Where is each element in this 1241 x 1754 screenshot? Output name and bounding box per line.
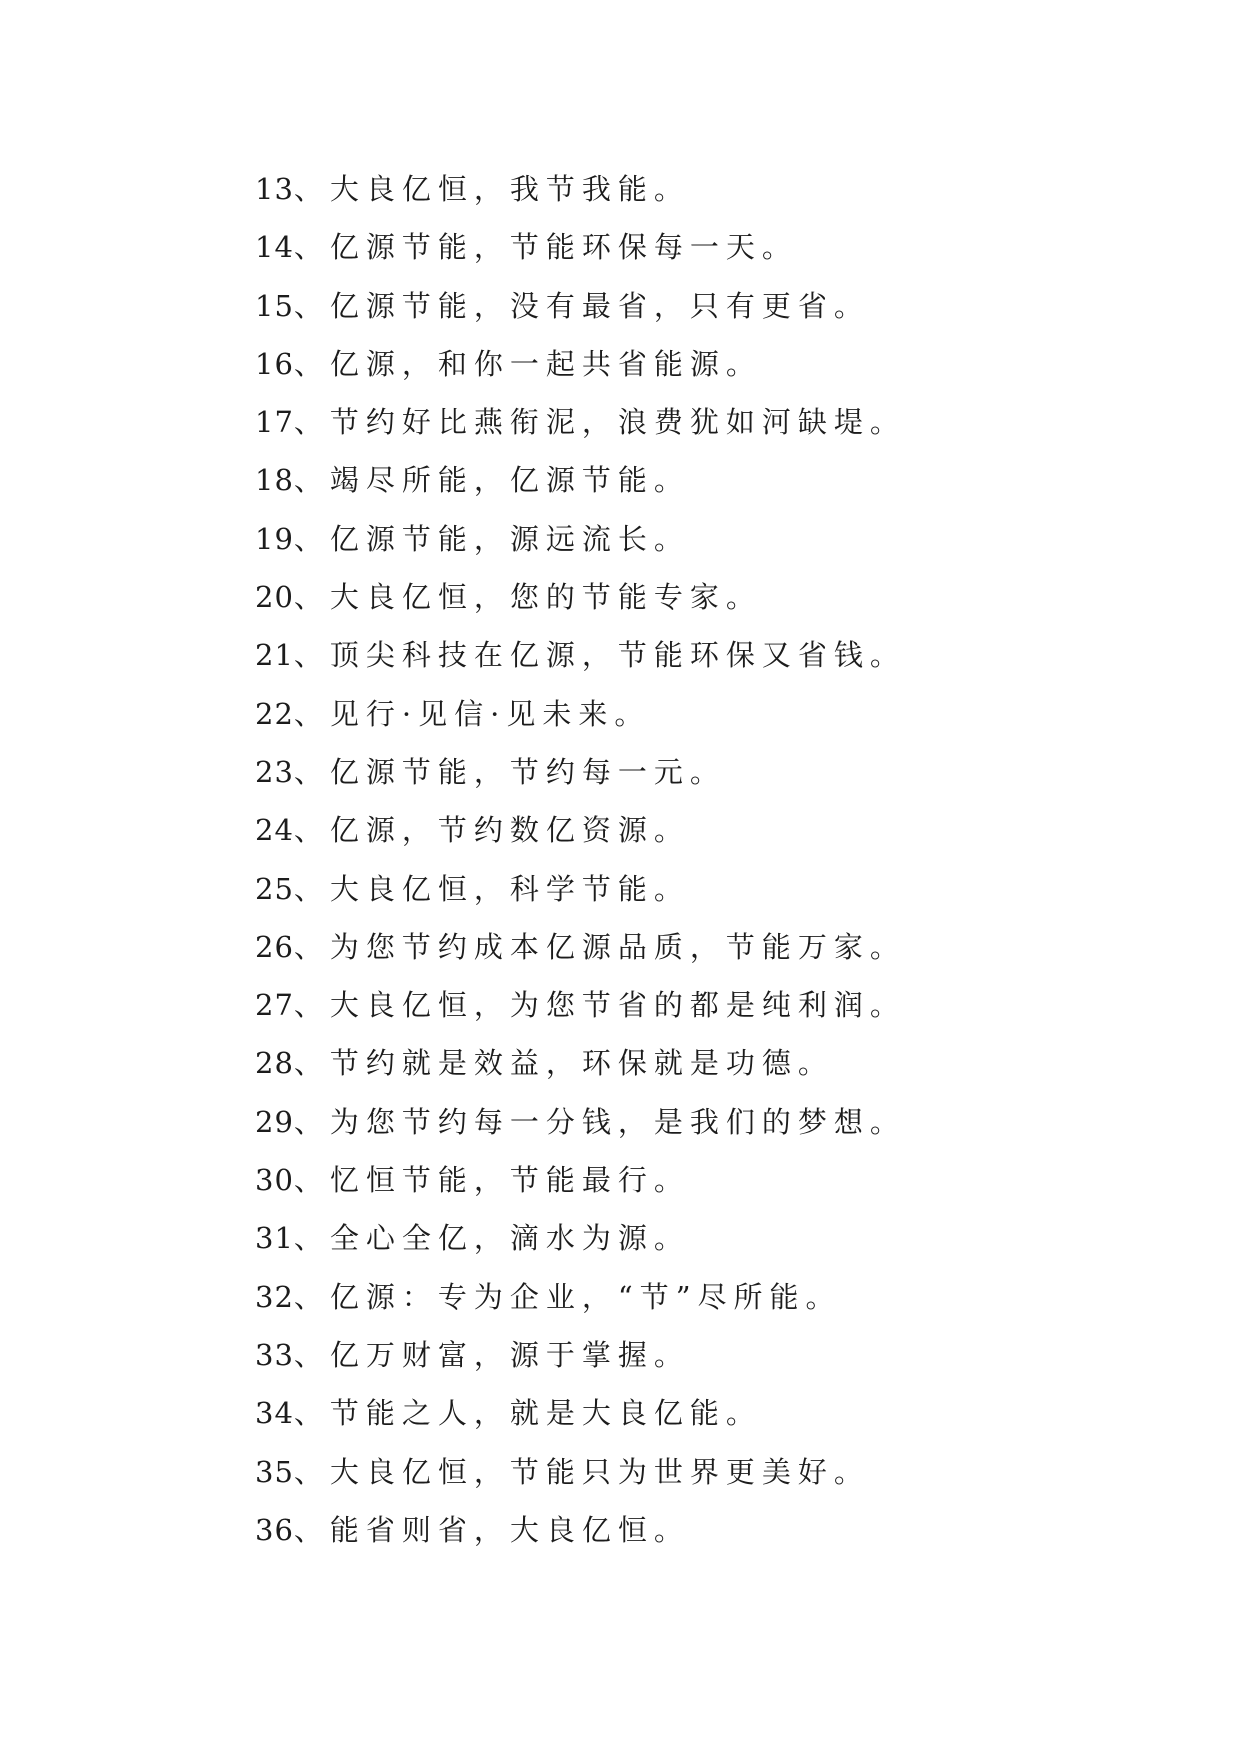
item-text: 、全心全亿，滴水为源。 (293, 1221, 690, 1256)
list-item (255, 277, 906, 335)
item-text: 、亿源节能，节约每一元。 (293, 754, 726, 789)
list-item (255, 451, 906, 509)
item-text: 、能省则省，大良亿恒。 (293, 1512, 690, 1547)
list-item (255, 626, 906, 684)
item-text: 、亿源节能，源远流长。 (293, 521, 690, 556)
list-item (255, 393, 906, 451)
item-number: 35 (255, 1454, 294, 1489)
item-number: 23 (255, 754, 294, 789)
item-text: 、大良亿恒，我节我能。 (293, 172, 690, 206)
list-item (255, 860, 906, 918)
list-item (255, 1443, 906, 1501)
list-item (255, 1093, 906, 1151)
item-number: 18 (255, 463, 294, 498)
item-number: 17 (255, 405, 294, 440)
list-item (255, 335, 906, 393)
list-item (255, 1209, 906, 1267)
item-number: 28 (255, 1046, 294, 1081)
slogan-list (255, 160, 906, 1559)
item-text: 、为您节约每一分钱，是我们的梦想。 (293, 1104, 906, 1139)
item-number: 24 (255, 813, 294, 848)
item-text: 、为您节约成本亿源品质，节能万家。 (293, 929, 906, 964)
list-item (255, 976, 906, 1034)
item-number: 22 (255, 696, 294, 731)
item-text: 、亿源节能，没有最省，只有更省。 (293, 288, 870, 323)
list-item (255, 1326, 906, 1384)
list-item (255, 1268, 906, 1326)
item-text: 、大良亿恒，节能只为世界更美好。 (293, 1454, 870, 1489)
list-item (255, 1501, 906, 1559)
item-number: 29 (255, 1104, 294, 1139)
item-text: 、大良亿恒，您的节能专家。 (293, 580, 762, 615)
item-number: 14 (255, 230, 294, 265)
item-number: 32 (255, 1279, 294, 1314)
item-text: 、竭尽所能，亿源节能。 (293, 463, 690, 498)
list-item (255, 1151, 906, 1209)
item-text: 、亿万财富，源于掌握。 (293, 1337, 690, 1372)
item-number: 13 (255, 172, 294, 206)
list-item (255, 685, 906, 743)
list-item (255, 218, 906, 276)
list-item (255, 918, 906, 976)
item-text: 、亿源，和你一起共省能源。 (293, 346, 762, 381)
item-number: 16 (255, 346, 294, 381)
list-item (255, 743, 906, 801)
item-number: 15 (255, 288, 294, 323)
item-number: 30 (255, 1163, 294, 1198)
item-text: 、忆恒节能，节能最行。 (293, 1163, 690, 1198)
item-text: 、节约好比燕衔泥，浪费犹如河缺堤。 (293, 405, 906, 440)
item-text: 、亿源，节约数亿资源。 (293, 813, 690, 848)
item-text: 、亿源节能，节能环保每一天。 (293, 230, 798, 265)
item-number: 36 (255, 1512, 294, 1547)
item-text: 、见行·见信·见未来。 (293, 696, 651, 731)
item-number: 33 (255, 1337, 294, 1372)
item-number: 19 (255, 521, 294, 556)
list-item (255, 1034, 906, 1092)
item-number: 27 (255, 988, 294, 1023)
item-number: 25 (255, 871, 294, 906)
list-item (255, 801, 906, 859)
item-text: 、大良亿恒，为您节省的都是纯利润。 (293, 988, 906, 1023)
item-text: 、顶尖科技在亿源，节能环保又省钱。 (293, 638, 906, 673)
item-number: 26 (255, 929, 294, 964)
item-text: 、节能之人，就是大良亿能。 (293, 1396, 762, 1431)
item-number: 21 (255, 638, 294, 673)
list-item (255, 568, 906, 626)
item-number: 34 (255, 1396, 294, 1431)
list-item (255, 160, 906, 218)
list-item (255, 510, 906, 568)
item-text: 、大良亿恒，科学节能。 (293, 871, 690, 906)
item-text: 、亿源：专为企业，“节”尽所能。 (293, 1279, 842, 1314)
item-text: 、节约就是效益，环保就是功德。 (293, 1046, 834, 1081)
list-item (255, 1384, 906, 1442)
item-number: 20 (255, 580, 294, 615)
item-number: 31 (255, 1221, 294, 1256)
